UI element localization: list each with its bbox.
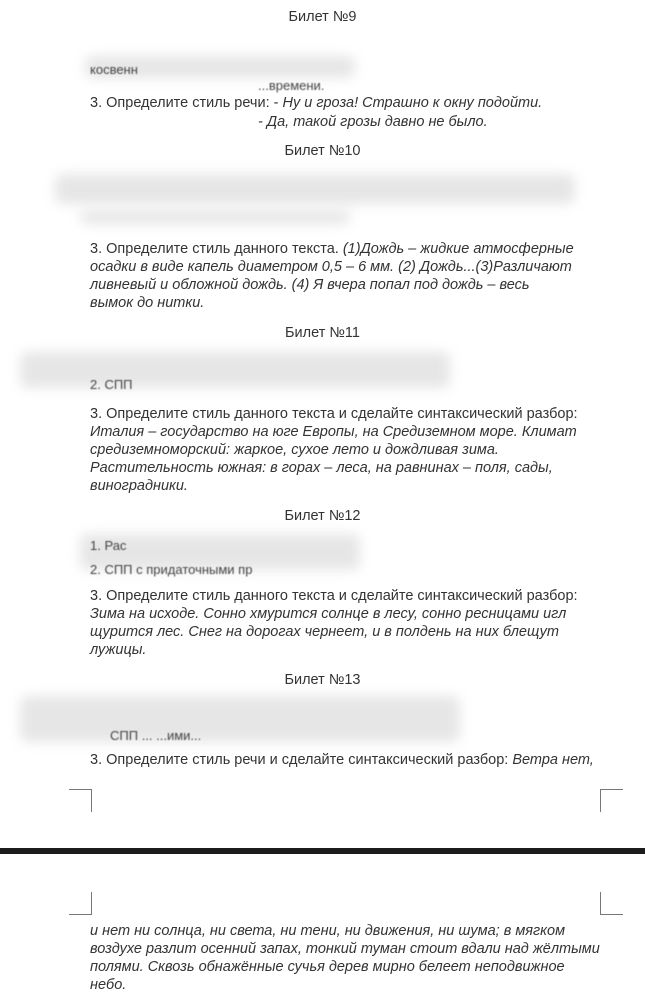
ticket-13-title: Билет №13 [284,672,361,688]
ticket-9-dialog-reply [258,113,488,131]
continuation-text-line: воздухе разлит осенний запах, тонкий туман стоит вдали над жёлтыми [90,941,600,957]
ticket-13-partial-line: СПП ... ...ими... [110,728,202,743]
question-text: - Да, такой грозы давно не было. [258,114,488,130]
blurred-line [55,174,575,204]
question-text-line: (1)Дождь – жидкие атмосферные [342,241,574,257]
ticket-12-partial-line-1: 1. Рас [90,538,127,553]
question-text-line: средиземноморский: жаркое, сухое лето и дождливая зима. [90,442,499,458]
ticket-9-title: Билет №9 [288,9,357,25]
ticket-11-question-3: 3. Определите стиль данного текста и сделайте синтаксический разбор: [90,406,578,422]
blurred-line [20,352,450,388]
continuation-text-line: и нет ни солнца, ни света, ни тени, ни движения, ни шума; в мягком [90,923,566,939]
crop-mark [69,789,92,812]
question-label: 3. Определите стиль данного текста. [90,241,343,257]
question-text-line: щурится лес. Снег на дорогах чернеет, и в полдень на них блещут [90,624,559,640]
ticket-11-title: Билет №11 [285,325,360,341]
question-text-line: Растительность южная: в горах – леса, на равнинах – поля, сады, [90,460,553,476]
ticket-9-partial-line-1: косвенн [90,62,138,77]
crop-mark [69,892,92,915]
ticket-9-partial-line-2: ...времени. [258,78,325,93]
question-text-line: лужицы. [90,642,147,658]
ticket-12-question-3: 3. Определите стиль данного текста и сделайте синтаксический разбор: [90,588,578,604]
question-label: 3. Определите стиль речи: - [90,95,283,111]
question-text-line: осадки в виде капель диаметром 0,5 – 6 мм. (2) Дождь...(3)Различают [90,259,572,275]
blurred-line [80,210,350,224]
ticket-11-partial-line: 2. СПП [90,377,133,392]
continuation-text-line: небо. [90,977,127,993]
ticket-12-title: Билет №12 [284,508,361,524]
ticket-9-question-3 [90,94,542,112]
continuation-text-line: полями. Сквозь обнажённые сучья дерев мирно белеет неподвижное [90,959,565,975]
ticket-13-question-3 [90,751,594,769]
question-label: 3. Определите стиль речи и сделайте синтаксический разбор: [90,752,513,768]
blurred-line [20,696,460,742]
question-text: Ну и гроза! Страшно к окну подойти. [282,95,543,111]
crop-mark [600,789,623,812]
question-text-line: вымок до нитки. [90,295,205,311]
ticket-10-title: Билет №10 [284,143,361,159]
question-text-line: виноградники. [90,478,188,494]
ticket-10-question-3 [90,240,574,258]
question-text-line: Зима на исходе. Сонно хмурится солнце в лесу, сонно ресницами игл [90,606,567,622]
crop-mark [600,892,623,915]
question-text-line: Италия – государство на юге Европы, на Средиземном море. Климат [90,424,577,440]
document-page-2 [0,854,645,1000]
question-text-line: ливневый и обложной дождь. (4) Я вчера попал под дождь – весь [90,277,530,293]
ticket-12-partial-line-2: 2. СПП с придаточными пр [90,562,253,577]
question-text: Ветра нет, [512,752,594,768]
